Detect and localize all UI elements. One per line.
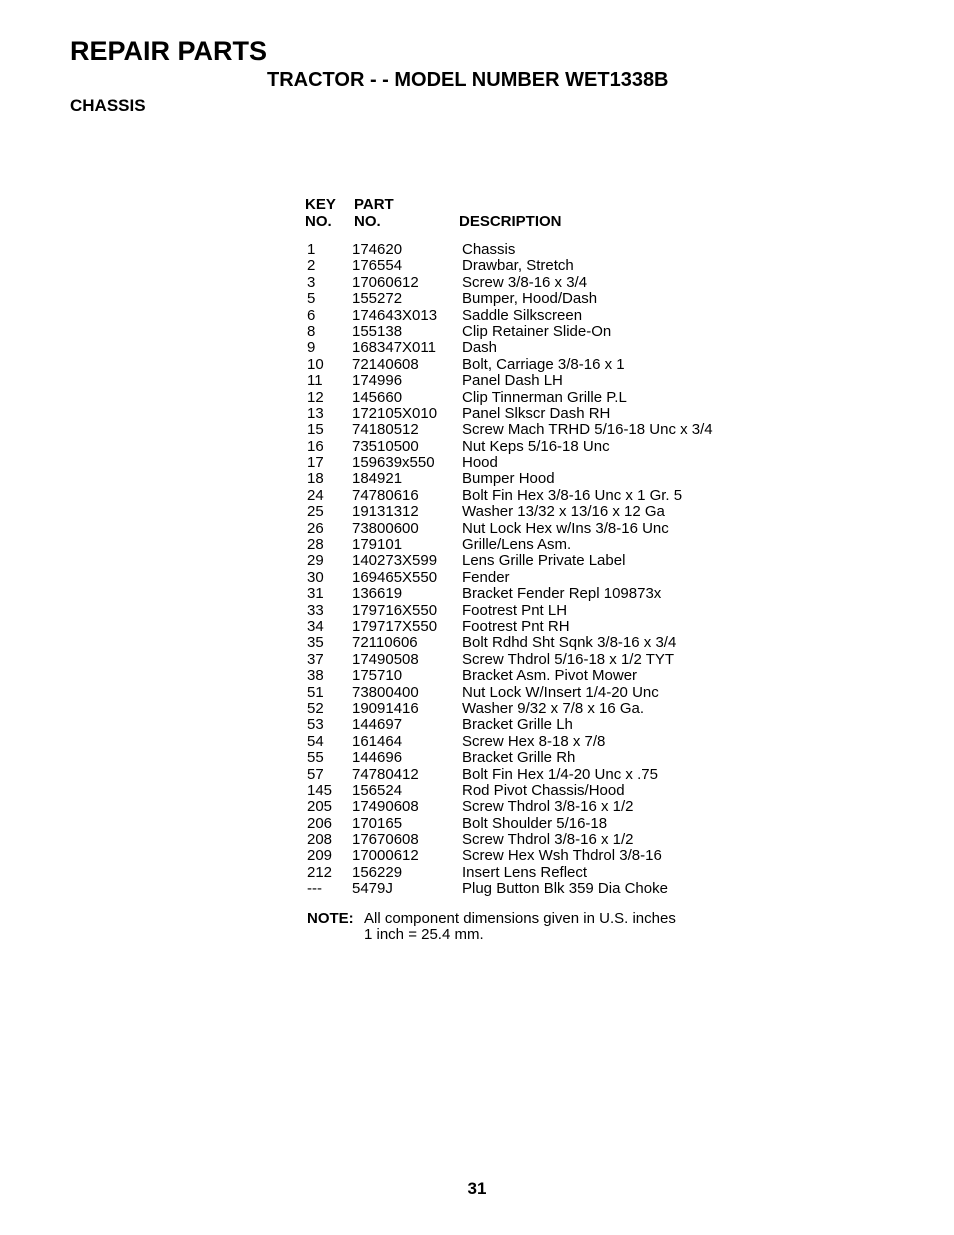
description-cell: Washer 9/32 x 7/8 x 16 Ga. (462, 699, 645, 717)
note-label: NOTE: (307, 910, 354, 927)
key-no-cell: 34 (307, 617, 324, 635)
table-row (307, 504, 747, 520)
table-row (307, 291, 747, 307)
description-cell: Footrest Pnt RH (462, 617, 570, 635)
key-no-cell: 30 (307, 568, 324, 586)
key-no-cell: 16 (307, 437, 324, 455)
part-no-cell: 156524 (352, 781, 403, 799)
part-no-cell: 145660 (352, 388, 403, 406)
table-row (307, 340, 747, 356)
key-no-cell: 26 (307, 519, 324, 537)
key-no-cell: 29 (307, 552, 324, 570)
table-row (307, 799, 747, 815)
table-row (307, 734, 747, 750)
description-cell: Plug Button Blk 359 Dia Choke (462, 880, 668, 898)
model-subtitle: TRACTOR - - MODEL NUMBER WET1338B (267, 69, 669, 91)
table-row (307, 586, 747, 602)
part-no-cell: 144697 (352, 716, 403, 734)
key-no-cell: 35 (307, 634, 324, 652)
table-row (307, 865, 747, 881)
description-cell: Hood (462, 454, 498, 472)
key-no-cell: 6 (307, 306, 316, 324)
table-row (307, 635, 747, 651)
table-row (307, 668, 747, 684)
parts-list (307, 242, 747, 898)
description-cell: Bolt Shoulder 5/16-18 (462, 814, 608, 832)
column-header-key-no: KEY NO. (305, 196, 336, 230)
part-no-cell: 170165 (352, 814, 403, 832)
part-no-cell: 136619 (352, 585, 403, 603)
table-row (307, 652, 747, 668)
part-no-cell: 19131312 (352, 503, 419, 521)
part-no-cell: 179716X550 (352, 601, 438, 619)
description-cell: Screw Hex Wsh Thdrol 3/8-16 (462, 847, 662, 865)
description-cell: Clip Retainer Slide-On (462, 322, 612, 340)
note-text-line1: All component dimensions given in U.S. inches (364, 910, 676, 927)
key-no-cell: 212 (307, 863, 333, 881)
key-no-cell: 5 (307, 290, 316, 308)
part-no-cell: 169465X550 (352, 568, 438, 586)
part-no-cell: 174620 (352, 241, 403, 258)
part-no-cell: 161464 (352, 732, 403, 750)
table-row (307, 717, 747, 733)
description-cell: Panel Dash LH (462, 372, 563, 390)
section-heading: CHASSIS (70, 96, 146, 115)
description-cell: Dash (462, 339, 498, 357)
table-row (307, 308, 747, 324)
table-row (307, 848, 747, 864)
page-number: 31 (467, 1179, 487, 1198)
table-row (307, 324, 747, 340)
part-no-cell: 73800400 (352, 683, 419, 701)
table-row (307, 439, 747, 455)
description-cell: Footrest Pnt LH (462, 601, 568, 619)
key-no-cell: 205 (307, 798, 333, 816)
key-no-cell: 3 (307, 273, 316, 291)
part-no-cell: 17060612 (352, 273, 419, 291)
description-cell: Screw 3/8-16 x 3/4 (462, 273, 588, 291)
description-cell: Bumper Hood (462, 470, 555, 488)
table-row (307, 455, 747, 471)
description-cell: Nut Lock Hex w/Ins 3/8-16 Unc (462, 519, 669, 537)
description-cell: Screw Hex 8-18 x 7/8 (462, 732, 606, 750)
description-cell: Screw Mach TRHD 5/16-18 Unc x 3/4 (462, 421, 713, 439)
part-no-cell: 74180512 (352, 421, 419, 439)
part-no-cell: 72140608 (352, 355, 419, 373)
table-row (307, 521, 747, 537)
key-no-cell: 55 (307, 749, 324, 767)
key-no-cell: 9 (307, 339, 316, 357)
table-row (307, 422, 747, 438)
key-no-cell: 11 (307, 372, 323, 390)
part-no-cell: 74780616 (352, 486, 419, 504)
part-no-cell: 155272 (352, 290, 403, 308)
description-cell: Chassis (462, 241, 516, 258)
key-no-cell: 1 (307, 241, 316, 258)
table-row (307, 570, 747, 586)
key-no-cell: --- (307, 880, 322, 898)
key-no-cell: 37 (307, 650, 324, 668)
key-no-cell: 13 (307, 404, 324, 422)
part-no-cell: 176554 (352, 257, 403, 275)
key-no-cell: 52 (307, 699, 324, 717)
description-cell: Bolt, Carriage 3/8-16 x 1 (462, 355, 625, 373)
description-cell: Screw Thdrol 5/16-18 x 1/2 TYT (462, 650, 675, 668)
table-row (307, 816, 747, 832)
part-no-cell: 168347X011 (352, 339, 436, 357)
column-header-part-no: PART NO. (354, 196, 394, 230)
page-title: REPAIR PARTS (70, 36, 268, 66)
key-no-cell: 25 (307, 503, 324, 521)
key-no-cell: 206 (307, 814, 333, 832)
part-no-cell: 17490608 (352, 798, 419, 816)
table-row (307, 373, 747, 389)
part-no-cell: 17000612 (352, 847, 419, 865)
part-no-cell: 184921 (352, 470, 403, 488)
description-cell: Saddle Silkscreen (462, 306, 583, 324)
table-row (307, 783, 747, 799)
part-no-cell: 17670608 (352, 831, 419, 849)
key-no-cell: 208 (307, 831, 333, 849)
description-cell: Bracket Grille Lh (462, 716, 573, 734)
table-row (307, 881, 747, 897)
table-row (307, 275, 747, 291)
table-row (307, 553, 747, 569)
part-no-cell: 74780412 (352, 765, 419, 783)
part-no-cell: 174996 (352, 372, 403, 390)
table-row (307, 685, 747, 701)
description-cell: Bolt Fin Hex 3/8-16 Unc x 1 Gr. 5 (462, 486, 683, 504)
description-cell: Insert Lens Reflect (462, 863, 588, 881)
description-cell: Bracket Asm. Pivot Mower (462, 667, 638, 685)
table-row (307, 406, 747, 422)
note-text-line2: 1 inch = 25.4 mm. (364, 926, 484, 943)
key-no-cell: 18 (307, 470, 324, 488)
key-no-cell: 145 (307, 781, 333, 799)
description-cell: Bracket Fender Repl 109873x (462, 585, 662, 603)
part-no-cell: 144696 (352, 749, 403, 767)
table-row (307, 619, 747, 635)
description-cell: Screw Thdrol 3/8-16 x 1/2 (462, 831, 634, 849)
part-no-cell: 155138 (352, 322, 403, 340)
description-cell: Washer 13/32 x 13/16 x 12 Ga (462, 503, 665, 521)
part-no-cell: 179101 (352, 536, 403, 554)
key-no-cell: 8 (307, 322, 316, 340)
column-header-description: DESCRIPTION (459, 213, 562, 230)
key-no-cell: 31 (307, 585, 324, 603)
table-row (307, 750, 747, 766)
part-no-cell: 174643X013 (352, 306, 438, 324)
description-cell: Panel Slkscr Dash RH (462, 404, 611, 422)
table-row (307, 471, 747, 487)
description-cell: Nut Lock W/Insert 1/4-20 Unc (462, 683, 659, 701)
description-cell: Lens Grille Private Label (462, 552, 626, 570)
part-no-cell: 5479J (352, 880, 393, 898)
description-cell: Screw Thdrol 3/8-16 x 1/2 (462, 798, 634, 816)
key-no-cell: 53 (307, 716, 324, 734)
table-row (307, 357, 747, 373)
description-cell: Rod Pivot Chassis/Hood (462, 781, 625, 799)
part-no-cell: 19091416 (352, 699, 419, 717)
part-no-cell: 73510500 (352, 437, 419, 455)
key-no-cell: 38 (307, 667, 324, 685)
part-no-cell: 175710 (352, 667, 403, 685)
part-no-cell: 140273X599 (352, 552, 438, 570)
table-row (307, 767, 747, 783)
part-no-cell: 179717X550 (352, 617, 438, 635)
part-no-cell: 159639x550 (352, 454, 435, 472)
part-no-cell: 172105X010 (352, 404, 438, 422)
key-no-cell: 10 (307, 355, 324, 373)
key-no-cell: 54 (307, 732, 324, 750)
description-cell: Bracket Grille Rh (462, 749, 576, 767)
description-cell: Grille/Lens Asm. (462, 536, 572, 554)
part-no-cell: 17490508 (352, 650, 419, 668)
key-no-cell: 33 (307, 601, 324, 619)
key-no-cell: 15 (307, 421, 324, 439)
description-cell: Clip Tinnerman Grille P.L (462, 388, 627, 406)
key-no-cell: 24 (307, 486, 324, 504)
key-no-cell: 12 (307, 388, 324, 406)
part-no-cell: 72110606 (352, 634, 418, 652)
key-no-cell: 28 (307, 536, 324, 554)
description-cell: Drawbar, Stretch (462, 257, 574, 275)
table-row (307, 603, 747, 619)
description-cell: Bolt Fin Hex 1/4-20 Unc x .75 (462, 765, 658, 783)
key-no-cell: 57 (307, 765, 324, 783)
table-row (307, 832, 747, 848)
table-row (307, 258, 747, 274)
key-no-cell: 2 (307, 257, 316, 275)
key-no-cell: 209 (307, 847, 333, 865)
key-no-cell: 17 (307, 454, 324, 472)
table-row (307, 537, 747, 553)
table-row (307, 701, 747, 717)
description-cell: Nut Keps 5/16-18 Unc (462, 437, 610, 455)
key-no-cell: 51 (307, 683, 324, 701)
description-cell: Bolt Rdhd Sht Sqnk 3/8-16 x 3/4 (462, 634, 677, 652)
description-cell: Bumper, Hood/Dash (462, 290, 598, 308)
table-row (307, 242, 747, 258)
table-row (307, 488, 747, 504)
part-no-cell: 156229 (352, 863, 403, 881)
part-no-cell: 73800600 (352, 519, 419, 537)
description-cell: Fender (462, 568, 510, 586)
table-row (307, 390, 747, 406)
